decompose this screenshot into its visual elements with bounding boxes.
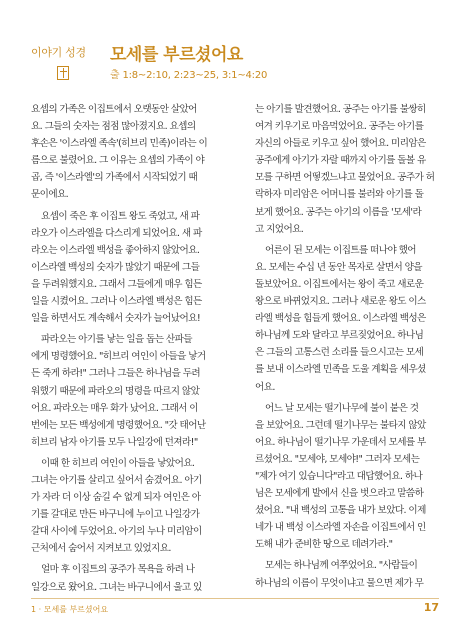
text-line: 요셉이 죽은 후 이집트 왕도 죽었고, 새 파	[41, 210, 200, 222]
body-column-right	[255, 101, 437, 592]
text-line: 그녀는 아기를 살리고 싶어서 숨겼어요. 아기	[31, 474, 202, 486]
text-line: 모세는 하나님께 여쭈었어요. "사람들이	[265, 560, 418, 572]
text-line: 파라오는 아기를 낳는 일을 돕는 산파들	[41, 334, 192, 346]
page-title: 모세를 부르셨어요	[110, 45, 243, 65]
text-line: 이스라엘 백성의 숫자가 많았기 때문에 그들	[31, 261, 200, 273]
text-line: 가 자라 더 이상 숨길 수 없게 되자 여인은 아	[31, 492, 201, 504]
text-line: 하나님의 이름이 무엇이냐고 물으면 제가 무	[255, 577, 424, 589]
text-line: 일을 하면서도 계속해서 숫자가 늘어났어요!	[31, 313, 201, 325]
text-line: 문이에요.	[31, 189, 69, 201]
text-line: 어요. 하나님이 떨기나무 가운데서 모세를 부	[255, 436, 426, 448]
text-line: 을 두려워했지요. 그래서 그들에게 매우 힘든	[31, 278, 202, 290]
text-line: 은 그들의 고통스런 소리를 들으시고는 모세	[255, 347, 424, 359]
text-line: 님은 모세에게 발에서 신을 벗으라고 말씀하	[255, 488, 424, 500]
text-line: 에게 명령했어요. "히브리 여인이 아들을 낳거	[31, 351, 206, 363]
text-line: 어요.	[255, 381, 275, 393]
text-line: 일강으로 왔어요. 그녀는 바구니에서 울고 있	[31, 581, 202, 593]
text-line: 요셉의 가족은 이집트에서 오랫동안 살았어	[31, 104, 197, 115]
text-line: 보게 했어요. 공주는 아기의 이름을 '모세'라	[255, 206, 422, 218]
text-line: 번에는 모든 백성에게 명령했어요. "갓 태어난	[31, 419, 206, 431]
cross-icon	[57, 66, 69, 80]
text-line: 고 지었어요.	[255, 223, 304, 235]
text-line: 여겨 키우기로 마음먹었어요. 공주는 아기를	[255, 121, 424, 133]
text-line: 요. 모세는 수십 년 동안 목자로 살면서 양을	[255, 261, 422, 273]
text-line: 돌보았어요. 이집트에서는 왕이 죽고 새로운	[255, 278, 424, 290]
text-line: 셨어요. "내 백성의 고통을 내가 보았다. 이제	[255, 505, 426, 517]
text-line: 름으로 불렸어요. 그 이유는 요셉의 가족이 야	[31, 155, 205, 167]
page-number: 17	[423, 601, 439, 614]
text-line: 르셨어요. "모세야, 모세야!" 그러자 모세는	[255, 453, 420, 465]
text-line: 갈대 사이에 두었어요. 아기의 누나 미리암이	[31, 526, 202, 538]
text-line: 라오가 이스라엘을 다스리게 되었어요. 새 파	[31, 227, 202, 239]
footer-divider	[31, 598, 439, 599]
text-line: 는 아기를 발견했어요. 공주는 아기를 불쌍히	[255, 104, 426, 115]
text-line: 도해 내가 준비한 땅으로 데려가라."	[255, 539, 393, 551]
text-line: 자신의 아들로 키우고 싶어 했어요. 미리암은	[255, 138, 426, 150]
text-line: 라오는 이스라엘 백성을 좋아하지 않았어요.	[31, 244, 200, 256]
text-line: 기를 갈대로 만든 바구니에 누이고 나일강가	[31, 509, 200, 521]
text-line: 든 죽게 하라!" 그러나 그들은 하나님을 두려	[31, 368, 201, 380]
text-line: 얼마 후 이집트의 공주가 목욕을 하려 나	[41, 564, 195, 576]
text-line: 워했기 때문에 파라오의 명령을 따르지 않았	[31, 385, 200, 397]
footer-chapter-label: 1 · 모세를 부르셨어요	[31, 605, 109, 614]
text-line: 라엘 백성을 힘들게 했어요. 이스라엘 백성은	[255, 313, 426, 325]
text-line: 이때 한 히브리 여인이 아들을 낳았어요.	[41, 457, 195, 469]
text-line: 락하자 미리암은 어머니를 불러와 아기를 돌	[255, 189, 424, 201]
text-line: 요. 그들의 숫자는 점점 많아졌지요. 요셉의	[31, 121, 196, 133]
text-line: 어요. 파라오는 매우 화가 났어요. 그래서 이	[31, 402, 198, 414]
text-line: 를 보내 이스라엘 민족을 도울 계획을 세우셨	[255, 364, 426, 376]
text-line: 모를 구하면 어떻겠느냐고 물었어요. 공주가 허	[255, 172, 435, 184]
text-line: 후손은 '이스라엘 족속'(히브리 민족)이라는 이	[31, 138, 208, 150]
text-line: 어른이 된 모세는 이집트를 떠나야 했어	[265, 244, 416, 256]
text-line: 을 보았어요. 그런데 떨기나무는 불타지 않았	[255, 419, 426, 431]
text-line: "제가 여기 있습니다"라고 대답했어요. 하나	[255, 470, 423, 482]
text-line: 네가 내 백성 이스라엘 자손을 이집트에서 인	[255, 522, 426, 534]
text-line: 곱, 즉 '이스라엘'의 가족에서 시작되었기 때	[31, 172, 198, 184]
section-category: 이야기 성경	[31, 46, 86, 59]
text-line: 근처에서 숨어서 지켜보고 있었지요.	[31, 543, 171, 555]
text-line: 공주에게 아기가 자랄 때까지 아기를 돌볼 유	[255, 155, 426, 167]
body-column-left	[31, 101, 213, 596]
text-line: 일을 시켰어요. 그러나 이스라엘 백성은 힘든	[31, 296, 202, 308]
scripture-reference: 출 1:8~2:10, 2:23~25, 3:1~4:20	[110, 70, 268, 81]
text-line: 왕으로 바뀌었지요. 그러나 새로운 왕도 이스	[255, 296, 426, 308]
text-line: 하나님께 도와 달라고 부르짖었어요. 하나님	[255, 330, 424, 342]
text-line: 히브리 남자 아기를 모두 나일강에 던져라!"	[31, 436, 198, 448]
text-line: 어느 날 모세는 떨기나무에 불이 붙은 것	[265, 402, 419, 414]
